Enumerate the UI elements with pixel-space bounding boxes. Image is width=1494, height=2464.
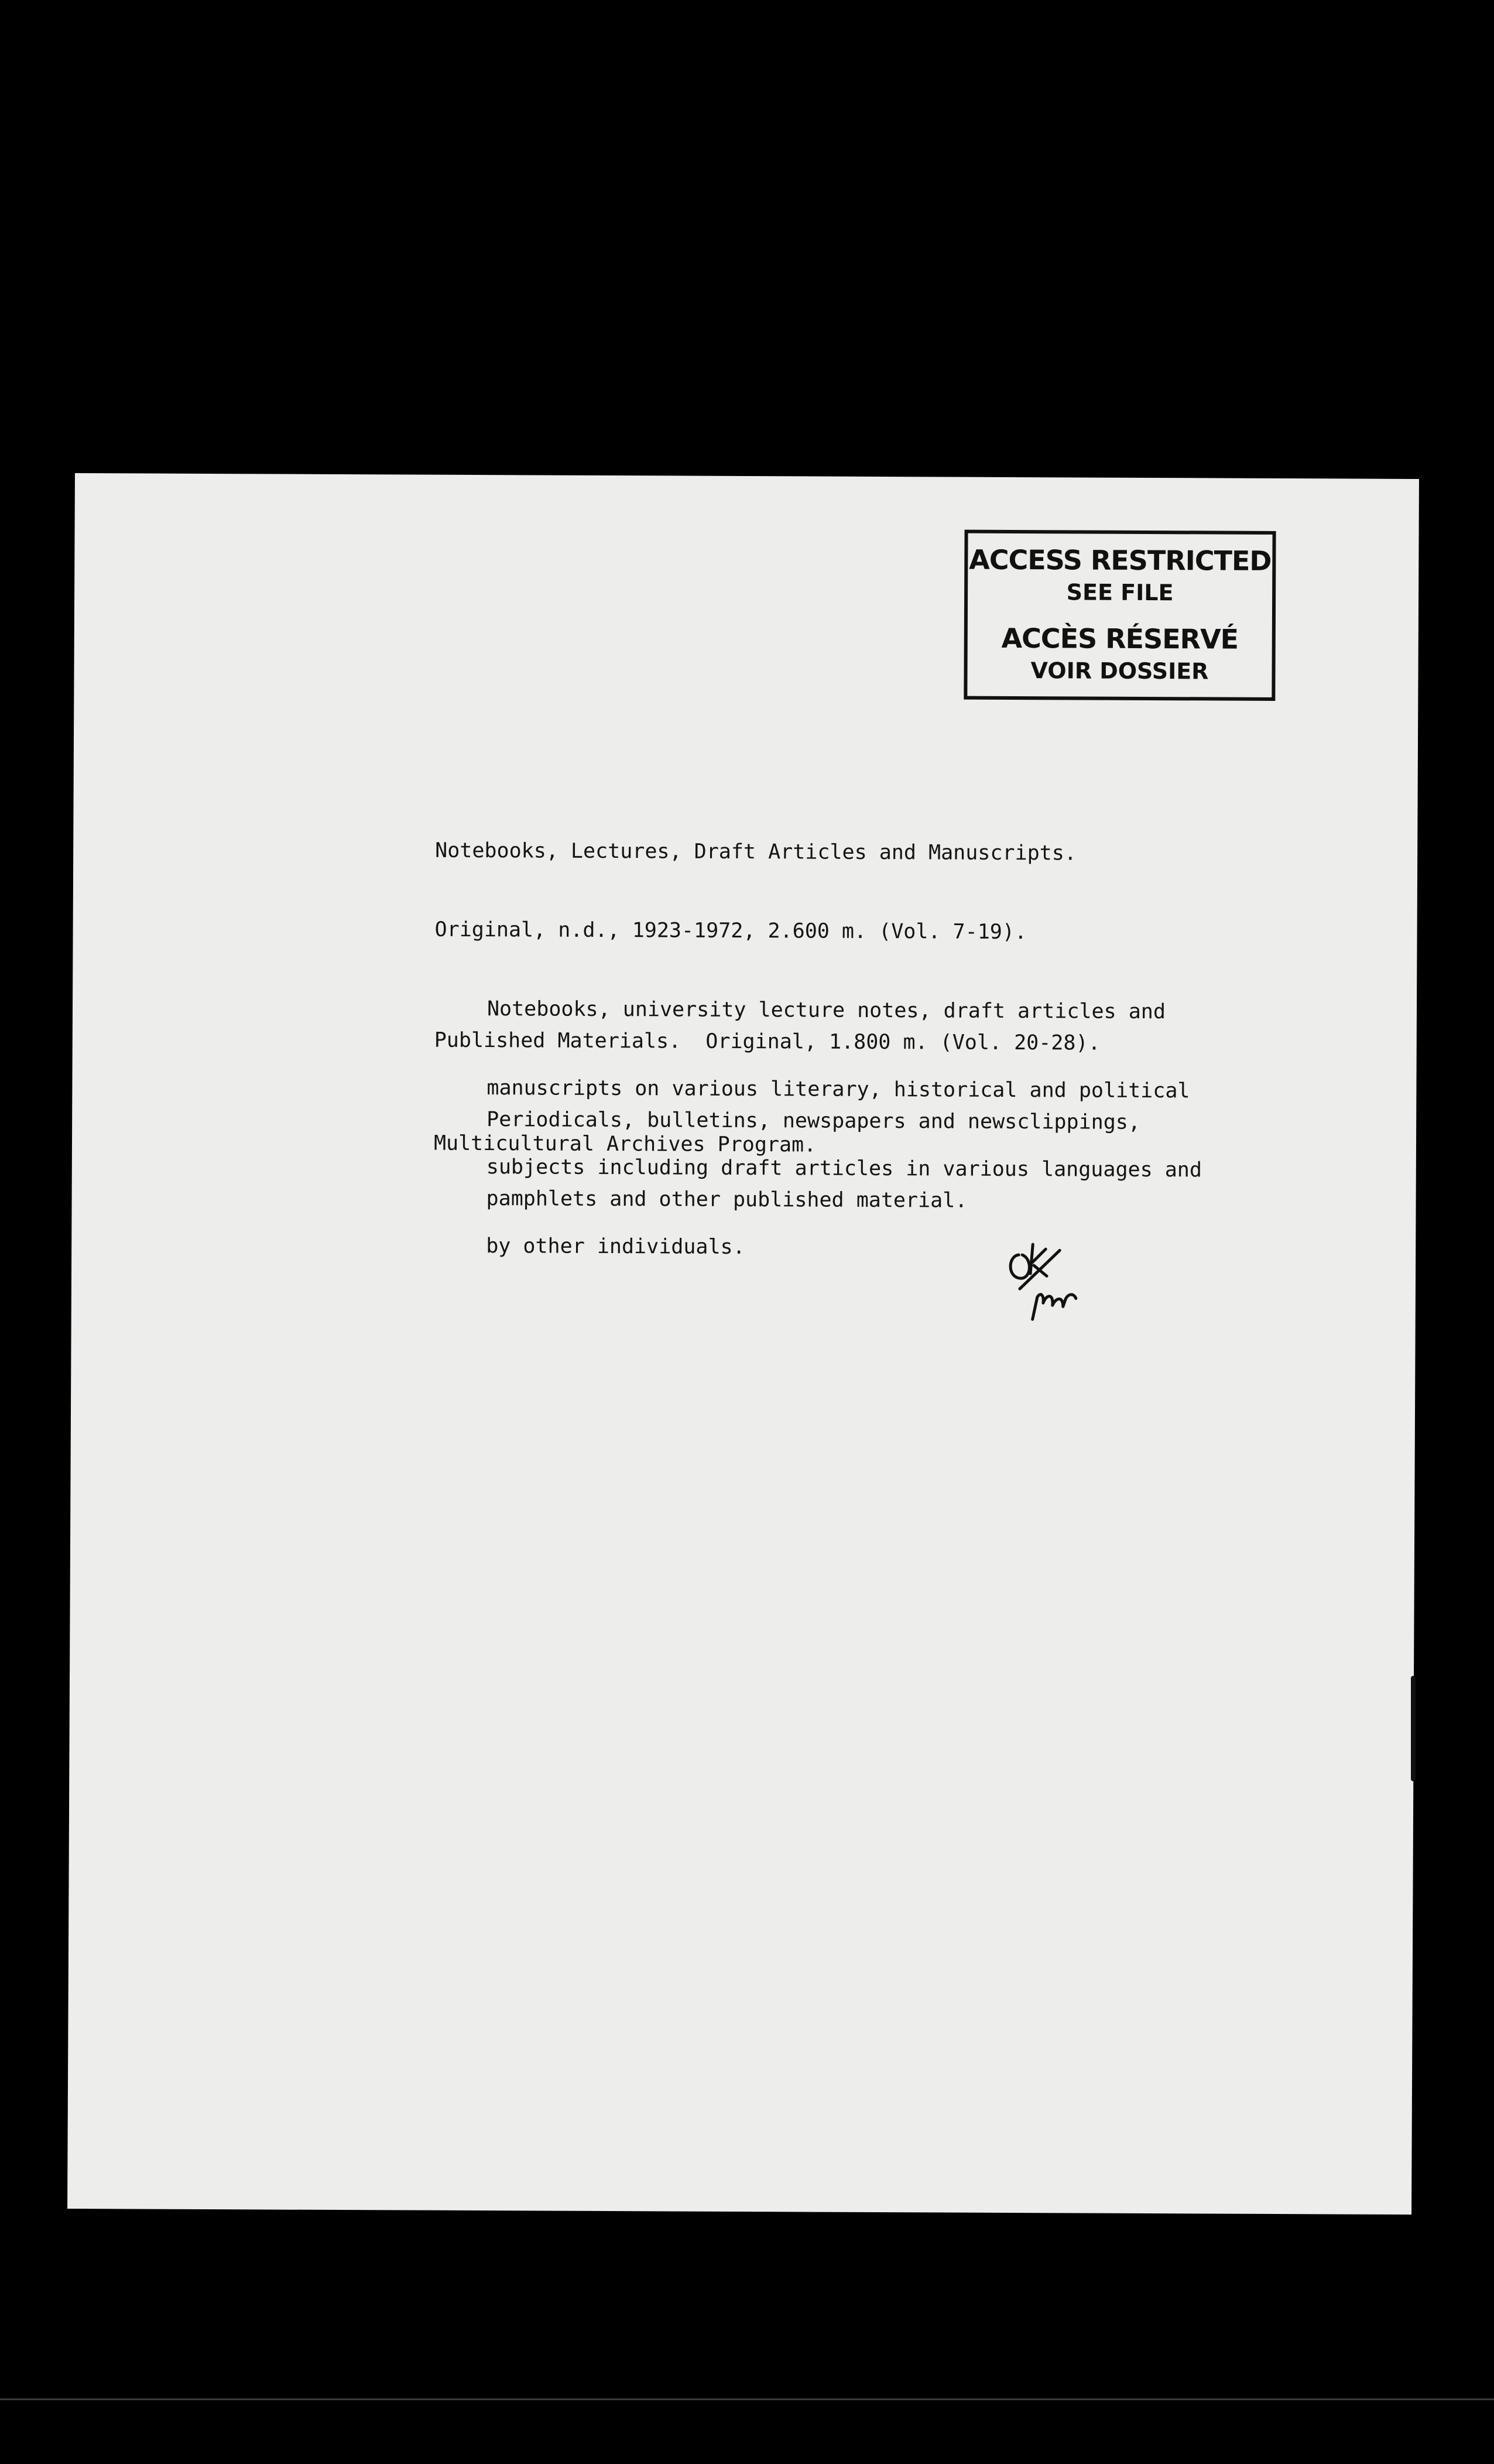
stamp-line-4: VOIR DOSSIER (1030, 658, 1209, 685)
entry-description-line: by other individuals. (486, 1234, 745, 1260)
stamp-line-2: SEE FILE (1066, 579, 1174, 606)
stamp-line-1: ACCESS RESTRICTED (969, 543, 1272, 577)
entry-program (434, 1078, 817, 1212)
stamp-line-3: ACCÈS RÉSERVÉ (1001, 622, 1239, 655)
entry-title-line: Multicultural Archives Program. (433, 1131, 817, 1157)
access-restricted-stamp (964, 530, 1276, 701)
handwritten-initials-icon (1002, 1233, 1108, 1339)
entry-description-line: manuscripts on various literary, historical and political (486, 1076, 1190, 1103)
entry-description-line: Notebooks, university lecture notes, draft articles and (486, 997, 1166, 1024)
entry-extent-line: Original, n.d., 1923-1972, 2.600 m. (Vol. 7-19). (434, 918, 1027, 944)
entry-title-line: Notebooks, Lectures, Draft Articles and Manuscripts. (435, 839, 1077, 865)
document-page (67, 473, 1419, 2215)
scan-bottom-rule (0, 2398, 1494, 2400)
entry-title-line: Published Materials. Original, 1.800 m. (Vol. 20-28). (434, 1028, 1101, 1055)
entry-description-line: pamphlets and other published material. (486, 1187, 968, 1213)
entry-description-line: Periodicals, bulletins, newspapers and newsclippings, (486, 1108, 1141, 1134)
entry-description-line: subjects including draft articles in various languages and (486, 1155, 1202, 1182)
page-edge-mark (1411, 1676, 1416, 1781)
